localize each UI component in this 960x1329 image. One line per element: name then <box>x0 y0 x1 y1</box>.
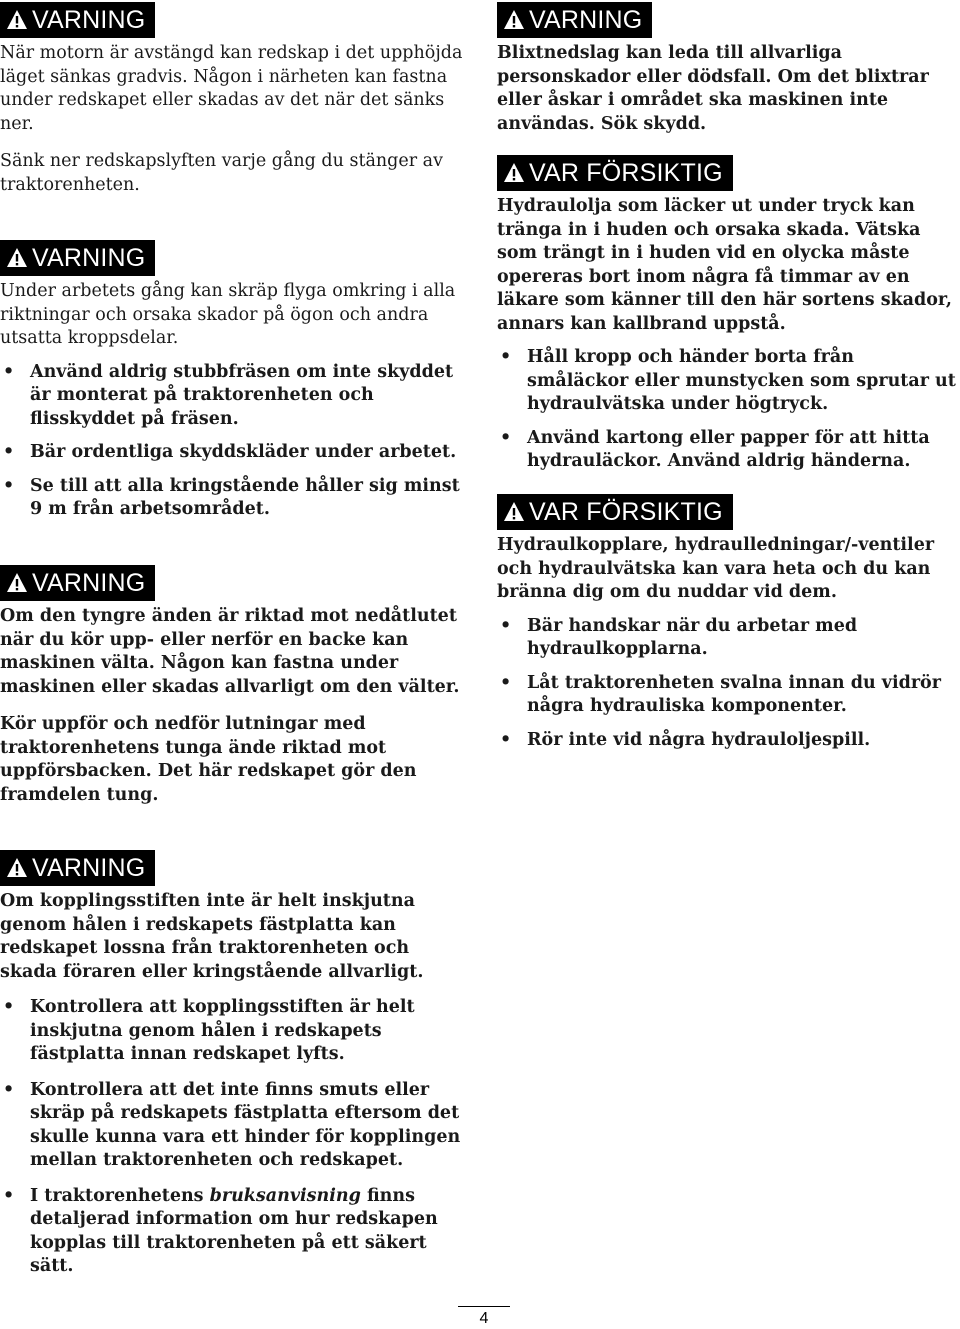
manual-reference: bruksanvisning <box>209 1185 361 1206</box>
page-number: 4 <box>479 1310 489 1327</box>
warning-label: VARNING <box>0 850 155 886</box>
warning-rollover <box>0 565 470 807</box>
list-item: • Se till att alla kringstående håller sig minst 9 m från arbetsområdet. <box>3 475 460 519</box>
caution-label: VAR FÖRSIKTIG <box>497 155 733 191</box>
caution-hydraulic-heat <box>497 494 960 752</box>
list-item: • Bär handskar när du arbetar med hydraulkopplarna. <box>500 615 858 659</box>
list-item: • I traktorenhetens bruksanvisning finns detaljerad information om hur redskapen kopplas till traktorenheten på ett säkert sätt. <box>3 1185 438 1276</box>
warning-triangle-icon <box>6 572 28 594</box>
warning-triangle-icon <box>503 162 525 184</box>
caution-label: VAR FÖRSIKTIG <box>497 494 733 530</box>
warning-triangle-icon <box>503 501 525 523</box>
bullet-list <box>497 346 960 474</box>
list-item: • Använd kartong eller papper för att hitta hydrauläckor. Använd aldrig händerna. <box>500 427 930 471</box>
warning-label: VARNING <box>0 565 155 601</box>
warning-text: Under arbetets gång kan skräp flyga omkring i alla riktningar och orsaka skador på ögon och andra utsatta kroppsdelar. <box>0 281 456 348</box>
bullet-list <box>497 615 960 753</box>
warning-lowering <box>0 2 470 197</box>
warning-label: VARNING <box>0 240 155 276</box>
list-item: • Låt traktorenheten svalna innan du vidrör några hydrauliska komponenter. <box>500 672 941 716</box>
warning-triangle-icon <box>6 9 28 31</box>
list-item: • Håll kropp och händer borta från småläckor eller munstycken som sprutar ut hydraulvätska under högtryck. <box>500 347 956 414</box>
warning-text: Blixtnedslag kan leda till allvarliga personskador eller dödsfall. Om det blixtrar eller åskar i området ska maskinen inte användas. Sök skydd. <box>497 43 929 134</box>
list-item: • Kontrollera att det inte finns smuts eller skräp på redskapets fästplatta eftersom det skulle kunna vara ett hinder för kopplingen mellan traktorenheten och redskapet. <box>3 1079 461 1170</box>
warning-label: VARNING <box>0 2 155 38</box>
bullet-list <box>0 996 470 1279</box>
caution-text: Hydraulolja som läcker ut under tryck kan tränga in i huden och orsaka skada. Vätska som trängt in i huden vid en olycka måste opereras bort inom några få timmar av en läkare som känner till den här sortens skador, annars kan kallbrand uppstå. <box>497 196 952 334</box>
warning-triangle-icon <box>6 247 28 269</box>
warning-debris <box>0 240 470 522</box>
list-item: • Kontrollera att kopplingsstiften är helt inskjutna genom hålen i redskapets fästplatta innan redskapet lyfts. <box>3 997 415 1064</box>
warning-instruction: Sänk ner redskapslyften varje gång du stänger av traktorenheten. <box>0 151 443 195</box>
list-item: • Använd aldrig stubbfräsen om inte skyddet är monterat på traktorenheten och flisskyddet på fräsen. <box>3 361 454 429</box>
warning-text: När motorn är avstängd kan redskap i det upphöjda läget sänkas gradvis. Någon i närheten kan fastna under redskapet eller skadas av det när det sänks ner. <box>0 43 463 134</box>
warning-coupling <box>0 850 470 1279</box>
bullet-list <box>0 361 470 522</box>
warning-text: Om kopplingsstiften inte är helt inskjutna genom hålen i redskapets fästplatta kan redskapet lossna från traktorenheten och skada föraren eller kringstående allvarligt. <box>0 891 424 982</box>
footer-rule <box>458 1306 510 1307</box>
list-item: • Rör inte vid några hydrauloljespill. <box>500 729 871 750</box>
warning-text: Om den tyngre änden är riktad mot nedåtlutet när du kör upp- eller nerför en backe kan maskinen välta. Någon kan fastna under maskinen eller skadas allvarligt om den välter. <box>0 606 460 697</box>
list-item: • Bär ordentliga skyddskläder under arbetet. <box>3 442 457 462</box>
warning-label: VARNING <box>497 2 652 38</box>
warning-lightning <box>497 2 960 136</box>
warning-instruction: Kör uppför och nedför lutningar med traktorenhetens tunga ände riktad mot uppförsbacken. Det här redskapet gör den framdelen tung. <box>0 714 417 805</box>
warning-triangle-icon <box>503 9 525 31</box>
caution-text: Hydraulkopplare, hydraulledningar/-ventiler och hydraulvätska kan vara heta och du kan bränna dig om du nuddar vid dem. <box>497 535 935 602</box>
caution-hydraulic-leak <box>497 155 960 474</box>
warning-triangle-icon <box>6 857 28 879</box>
